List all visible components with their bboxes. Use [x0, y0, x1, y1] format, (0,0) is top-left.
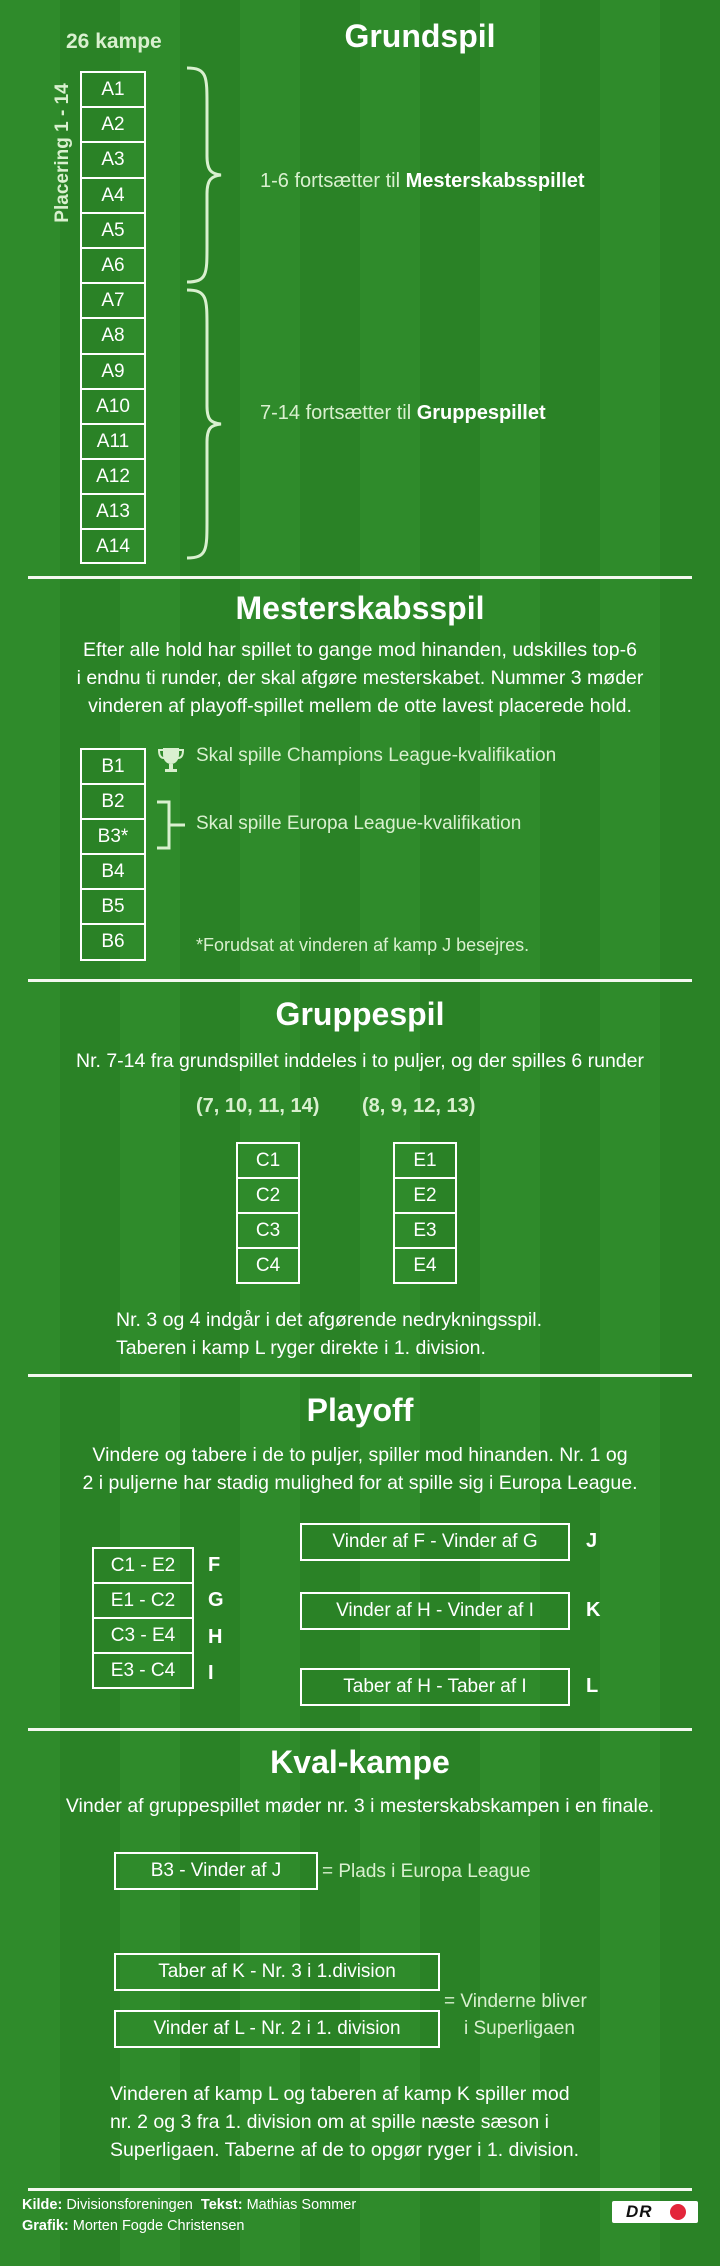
divider [28, 1728, 692, 1731]
europa-note: Skal spille Europa League-kvalifikation [196, 813, 522, 834]
divider [28, 1374, 692, 1377]
pool1-table [236, 1142, 300, 1284]
match-letter: H [208, 1626, 223, 1648]
final-letter-l: L [586, 1675, 599, 1697]
table-row: A3 [82, 143, 144, 178]
table-row: A8 [82, 319, 144, 354]
placering-label: Placering 1 - 14 [52, 83, 73, 223]
kval-match-2: Vinder af L - Nr. 2 i 1. division [114, 2010, 440, 2048]
divider [28, 979, 692, 982]
table-row: C4 [255, 1255, 281, 1276]
kval-match-1: Taber af K - Nr. 3 i 1.division [114, 1953, 440, 1991]
pool2-table [393, 1142, 457, 1284]
table-row: E1 [395, 1144, 455, 1179]
bottom-note-prefix: 7-14 fortsætter til [260, 402, 417, 424]
bottom-brace [185, 288, 225, 560]
divider [28, 2188, 692, 2191]
playoff-matches-table [92, 1547, 194, 1689]
kval-final-match: B3 - Vinder af J [114, 1852, 318, 1890]
footer-credits-1 [22, 2197, 356, 2213]
table-row: A5 [82, 214, 144, 249]
table-row: A11 [82, 425, 144, 460]
final-letter-j: J [586, 1530, 598, 1552]
table-row: C3 - E4 [94, 1619, 192, 1654]
table-row: A7 [82, 284, 144, 319]
grafik-label: Grafik: [22, 2218, 69, 2234]
top-note-prefix: 1-6 fortsætter til [260, 170, 406, 192]
table-row: B6 [101, 931, 125, 952]
grafik-value: Morten Fogde Christensen [72, 2218, 245, 2234]
kval-final-result: = Plads i Europa League [322, 1861, 531, 1882]
note-line: Vinderen af kamp L og taberen af kamp K spiller mod [110, 2083, 570, 2105]
kval-result-line: = Vinderne bliver [444, 1991, 587, 2012]
mesterskab-description [0, 636, 720, 720]
table-row: B4 [82, 855, 144, 890]
bottom-note [260, 402, 546, 425]
description-line: Efter alle hold har spillet to gange mod hinanden, udskilles top-6 [83, 639, 637, 661]
table-row: A6 [82, 249, 144, 284]
kampe-label: 26 kampe [66, 30, 162, 53]
tekst-label: Tekst: [200, 2197, 243, 2213]
table-row: E3 [395, 1214, 455, 1249]
match-letter: I [208, 1662, 214, 1684]
top-note-bold: Mesterskabsspillet [405, 170, 585, 192]
dr-logo-mark-icon [670, 2204, 686, 2220]
description-line: i endnu ti runder, der skal afgøre mesterskabet. Nummer 3 møder [76, 667, 644, 689]
table-row: A12 [82, 460, 144, 495]
table-row: C1 [238, 1144, 298, 1179]
kval-note [110, 2080, 579, 2164]
table-row: B3* [82, 820, 144, 855]
mesterskab-title: Mesterskabsspil [235, 590, 485, 626]
gruppespil-description: Nr. 7-14 fra grundspillet inddeles i to puljer, og der spilles 6 runder [76, 1050, 644, 1072]
note-line: Taberen i kamp L ryger direkte i 1. division. [116, 1337, 486, 1359]
note-line: Superligaen. Taberne af de to opgør ryger i 1. division. [110, 2139, 579, 2161]
dr-logo [612, 2201, 698, 2223]
note-line: Nr. 3 og 4 indgår i det afgørende nedrykningsspil. [116, 1309, 543, 1331]
description-line: 2 i puljerne har stadig mulighed for at spille sig i Europa League. [82, 1472, 638, 1494]
europa-bracket [155, 800, 195, 852]
pool1-label: (7, 10, 11, 14) [196, 1095, 320, 1117]
champions-note: Skal spille Champions League-kvalifikation [196, 745, 557, 766]
description-line: vinderen af playoff-spillet mellem de otte lavest placerede hold. [88, 695, 632, 717]
table-row: A1 [82, 73, 144, 108]
table-row: B1 [82, 750, 144, 785]
table-row: C2 [238, 1179, 298, 1214]
note-line: nr. 2 og 3 fra 1. division om at spille næste sæson i [110, 2111, 549, 2133]
table-row: A4 [82, 179, 144, 214]
match-letter: F [208, 1554, 221, 1576]
kval-description: Vinder af gruppespillet møder nr. 3 i mesterskabskampen i en finale. [65, 1795, 655, 1817]
final-match-k: Vinder af H - Vinder af I [300, 1592, 570, 1630]
gruppespil-title: Gruppespil [275, 996, 445, 1032]
mesterskab-table [80, 748, 146, 961]
table-row: C1 - E2 [94, 1549, 192, 1584]
table-row: E3 - C4 [110, 1660, 176, 1681]
table-row: A13 [82, 495, 144, 530]
trophy-icon [156, 745, 186, 775]
tekst-value: Mathias Sommer [246, 2197, 357, 2213]
table-row: B2 [82, 785, 144, 820]
pool2-label: (8, 9, 12, 13) [362, 1095, 476, 1117]
grundspil-table [80, 71, 146, 564]
top-note [260, 170, 585, 193]
kval-result [444, 1988, 587, 2042]
kval-title: Kval-kampe [270, 1744, 450, 1780]
divider [28, 576, 692, 579]
table-row: A14 [96, 536, 130, 558]
match-letter: G [208, 1589, 224, 1611]
top-brace [185, 66, 225, 284]
playoff-description [0, 1441, 720, 1497]
table-row: C3 [238, 1214, 298, 1249]
description-line: Vindere og tabere i de to puljer, spiller mod hinanden. Nr. 1 og [92, 1444, 628, 1466]
table-row: A2 [82, 108, 144, 143]
grundspil-title: Grundspil [344, 18, 496, 54]
kval-result-line: i Superligaen [464, 2018, 575, 2039]
table-row: A10 [82, 390, 144, 425]
final-match-j: Vinder af F - Vinder af G [300, 1523, 570, 1561]
table-row: A9 [82, 355, 144, 390]
mesterskab-footnote: *Forudsat at vinderen af kamp J besejres. [196, 935, 530, 955]
kilde-value: Divisionsforeningen [66, 2197, 193, 2213]
final-match-l: Taber af H - Taber af I [300, 1668, 570, 1706]
final-letter-k: K [586, 1599, 601, 1621]
kilde-label: Kilde: [22, 2197, 63, 2213]
gruppespil-note [116, 1306, 542, 1362]
table-row: E2 [395, 1179, 455, 1214]
table-row: B5 [82, 890, 144, 925]
table-row: E4 [413, 1255, 437, 1276]
dr-logo-text: DR [626, 2202, 653, 2221]
bottom-note-bold: Gruppespillet [416, 402, 546, 424]
playoff-title: Playoff [306, 1392, 414, 1428]
footer-credits-2 [22, 2218, 244, 2234]
table-row: E1 - C2 [94, 1584, 192, 1619]
